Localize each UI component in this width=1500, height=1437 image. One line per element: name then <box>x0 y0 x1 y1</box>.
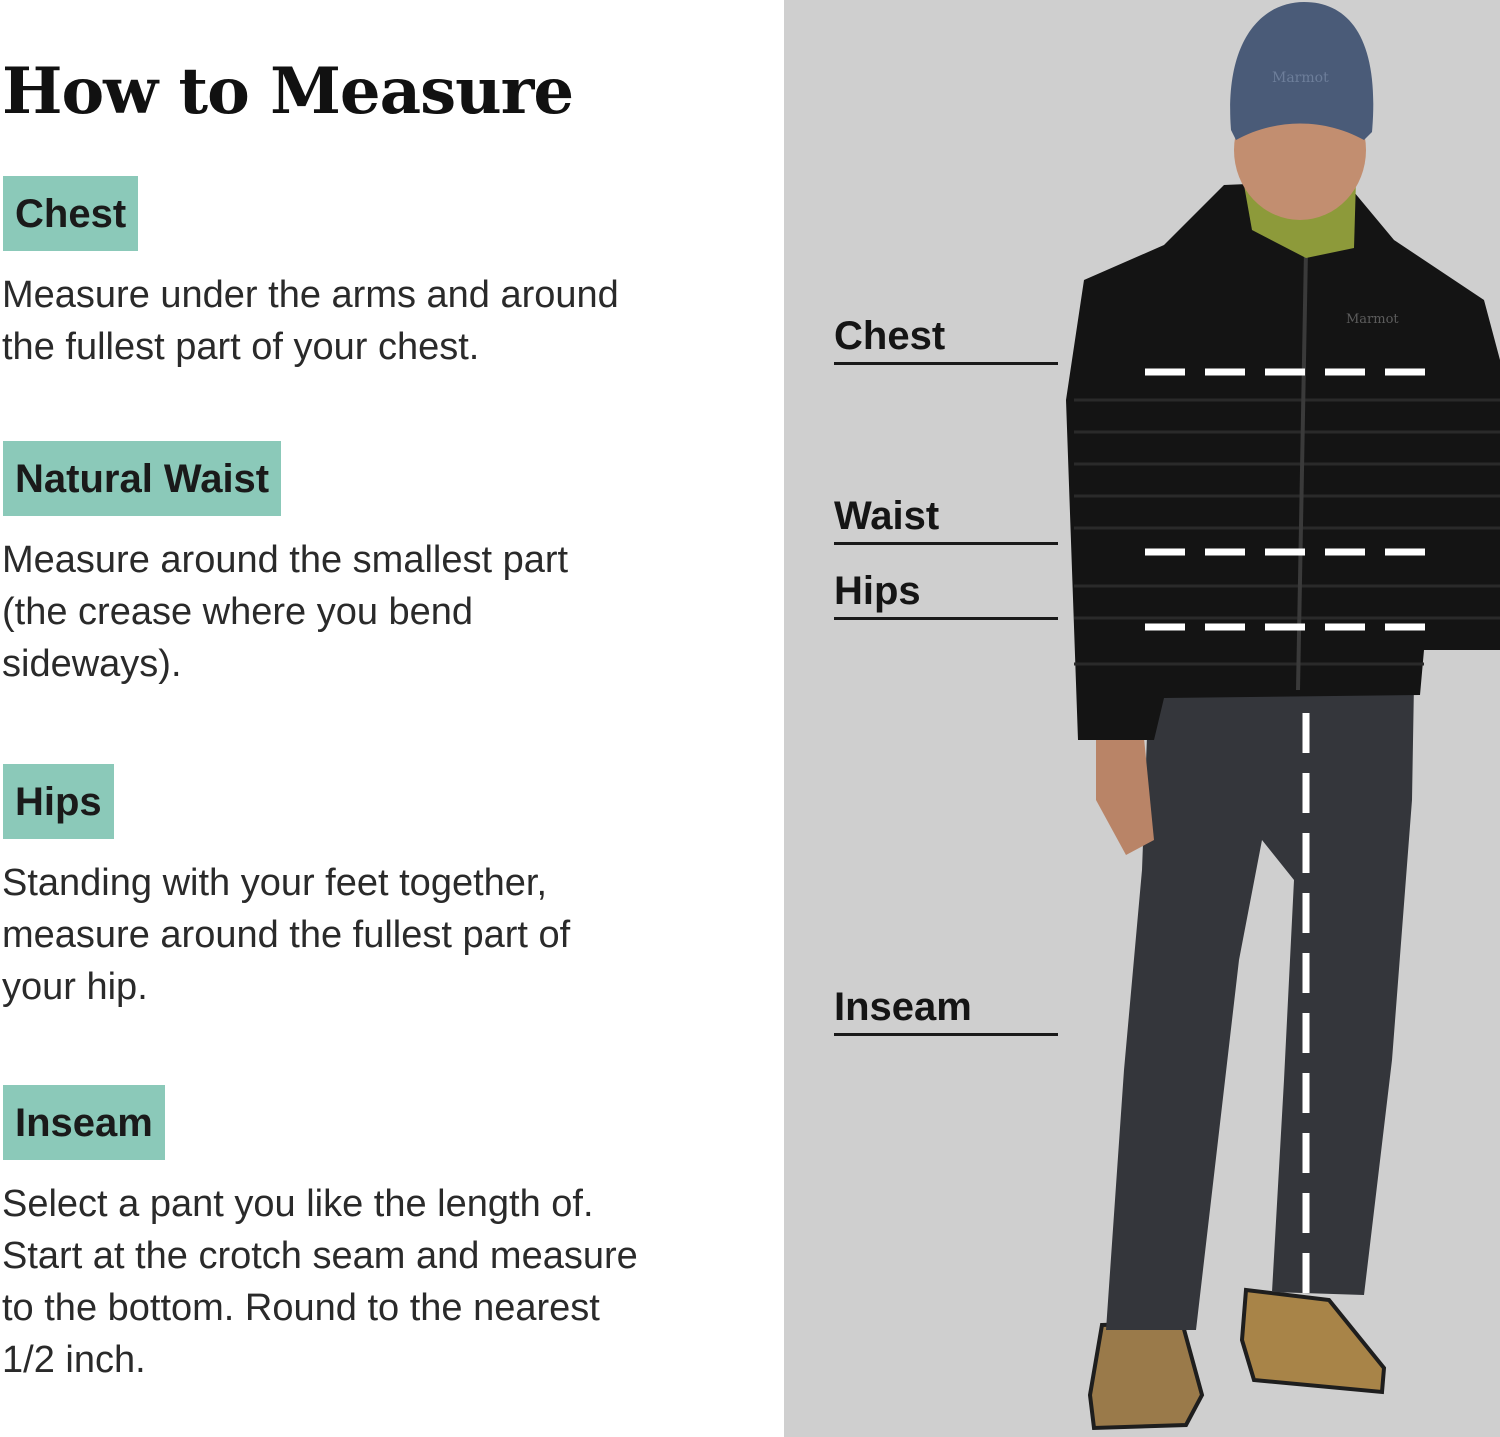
pants <box>1106 683 1414 1330</box>
left-hand <box>1096 735 1154 855</box>
figure-label-inseam: Inseam <box>834 985 1058 1036</box>
inseam-description: Select a pant you like the length of. Start at the crotch seam and measure to the bottom. Round to the nearest 1/2 inch. <box>2 1183 638 1381</box>
beanie-brand: Marmot <box>1272 70 1329 86</box>
jacket-brand: Marmot <box>1346 312 1399 327</box>
right-shoe <box>1242 1290 1384 1392</box>
natural-waist-label: Natural Waist <box>3 441 281 516</box>
figure-label-hips: Hips <box>834 569 1058 620</box>
section-hips <box>0 764 760 1013</box>
natural-waist-description: Measure around the smallest part (the crease where you bend sideways). <box>2 539 569 685</box>
left-shoe <box>1090 1322 1202 1428</box>
figure-label-waist: Waist <box>834 494 1058 545</box>
hips-label: Hips <box>3 764 114 839</box>
model-figure-panel <box>784 0 1500 1437</box>
section-inseam <box>0 1085 760 1386</box>
chest-label: Chest <box>3 176 138 251</box>
figure-label-chest: Chest <box>834 314 1058 365</box>
inseam-label: Inseam <box>3 1085 165 1160</box>
jacket <box>1066 180 1500 740</box>
hips-description: Standing with your feet together, measure around the fullest part of your hip. <box>2 862 571 1008</box>
page-title: How to Measure <box>2 54 574 129</box>
section-natural-waist <box>0 441 760 690</box>
section-chest <box>0 176 760 373</box>
chest-description: Measure under the arms and around the fullest part of your chest. <box>2 274 619 368</box>
model-illustration <box>784 0 1500 1437</box>
